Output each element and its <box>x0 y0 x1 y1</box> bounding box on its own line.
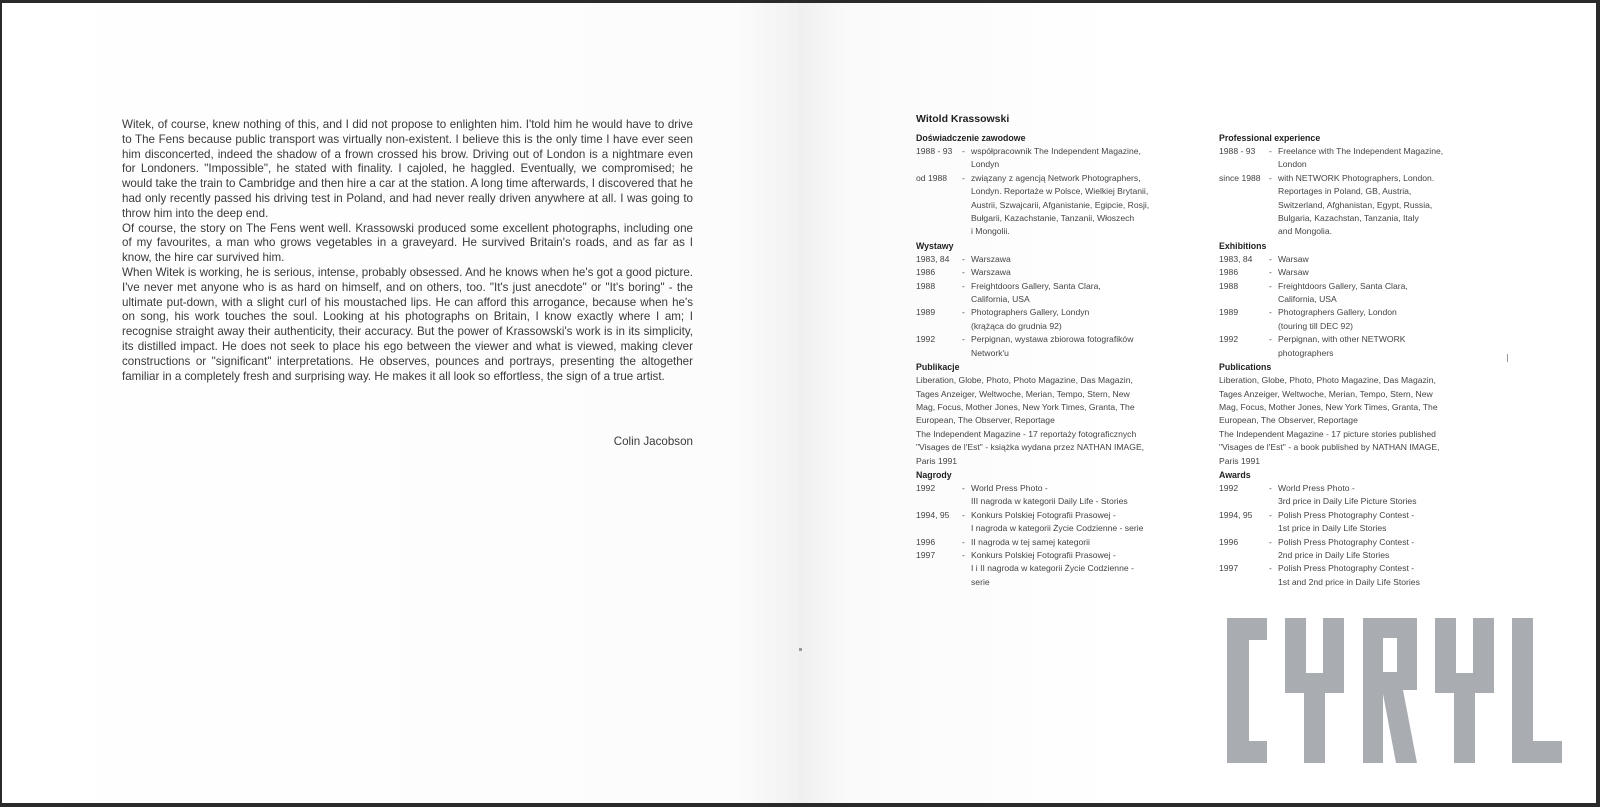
entry-year: 1988 <box>916 280 936 291</box>
entry-year: 1989 <box>916 307 936 318</box>
entry-text: Perpignan, with other NETWORK photographers <box>1278 334 1406 358</box>
entry-text: współpracownik The Independent Magazine, Londyn <box>971 146 1141 170</box>
entry-dash: - <box>962 253 965 264</box>
entry-year: 1996 <box>916 536 936 547</box>
entry-dash: - <box>962 172 965 183</box>
essay-paragraph: Witek, of course, knew nothing of this, and I did not propose to enlighten him. I'told him he would have to drive to The Fens because public transport was virtually non-existent. I believe this is the only time I have ever seen him disconcerted, indeed the shadow of a frown crossed his brow. Driving out of London is a nightmare even for Londoners. "Impossible", he stated with finality. I cajoled, he haggled. Eventually, we compromised; he would take the train to Cambridge and then hire a car at the station. A long time afterwards, I discovered that he had only recently passed his driving test in Poland, and had never really driven anywhere at all. I was going to throw him into the deep end. <box>122 118 693 220</box>
entry-dash: - <box>1269 146 1272 156</box>
list-item <box>916 536 1186 549</box>
entry-year: 1983, 84 <box>916 253 950 264</box>
list-item <box>1219 333 1484 360</box>
entry-year: 1992 <box>916 334 936 345</box>
entry-text: with NETWORK Photographers, London. Reportages in Poland, GB, Austria, Switzerland, Afghanistan, Egypt, Russia, Bulgaria, Kazachstan, Tanzania, Italy and Mongolia. <box>1278 172 1435 237</box>
list-item <box>1219 509 1484 536</box>
list-item <box>1219 253 1484 266</box>
list-item <box>1219 172 1484 239</box>
list-item <box>1219 536 1484 563</box>
list-item <box>916 145 1186 172</box>
entry-text: Warsaw <box>1278 267 1309 278</box>
list-item <box>916 549 1186 589</box>
section-title-exhibitions: Wystawy <box>916 240 954 251</box>
entry-year: 1996 <box>1219 536 1239 547</box>
section-title-awards: Nagrody <box>916 469 952 480</box>
entry-year: 1988 - 93 <box>916 146 953 156</box>
entry-dash: - <box>1269 509 1272 520</box>
list-item <box>916 172 1186 239</box>
list-item <box>1219 266 1484 279</box>
entry-text: Konkurs Polskiej Fotografii Prasowej - I nagroda w kategorii Życie Codzienne - serie <box>971 509 1144 534</box>
entry-year: 1986 <box>916 267 936 278</box>
entry-text: Warsaw <box>1278 253 1309 264</box>
entry-year: since 1988 <box>1219 172 1261 183</box>
entry-text: II nagroda w tej samej kategorii <box>971 536 1090 547</box>
entry-text: Photographers Gallery, Londyn (krążąca do grudnia 92) <box>971 307 1090 331</box>
entry-year: 1992 <box>1219 482 1239 493</box>
list-item <box>916 482 1186 509</box>
essay-paragraph: Of course, the story on The Fens went well. Krassowski produced some excellent photographs, including one of my favourites, a man who grows vegetables in a graveyard. He survived Britain's roads, and as far as I know, the hire car survived him. <box>122 221 693 265</box>
list-item <box>1219 145 1484 172</box>
entry-dash: - <box>1269 334 1272 345</box>
entry-text: Polish Press Photography Contest - 1st price in Daily Life Stories <box>1278 509 1415 534</box>
entry-year: 1988 <box>1219 280 1239 291</box>
entry-text: World Press Photo - 3rd price in Daily Life Picture Stories <box>1278 482 1417 507</box>
entry-dash: - <box>1269 253 1272 264</box>
entry-dash: - <box>1269 172 1272 183</box>
list-item <box>916 306 1186 333</box>
entry-dash: - <box>962 267 965 278</box>
entry-dash: - <box>1269 307 1272 318</box>
entry-text: Perpignan, wystawa zbiorowa fotografików Network'u <box>971 334 1134 358</box>
list-item <box>1219 482 1484 509</box>
entry-year: 1994, 95 <box>1219 509 1253 520</box>
essay-text <box>122 118 693 384</box>
author-signature: Colin Jacobson <box>613 435 693 448</box>
entry-year: 1986 <box>1219 267 1239 278</box>
entry-text: Freelance with The Independent Magazine, London <box>1278 146 1444 170</box>
essay-paragraph: When Witek is working, he is serious, intense, probably obsessed. And he knows when he's got a good picture. I've never met anyone who is as hard on himself, and on others, too. "It's just anecdote" or "It's boring" - the ultimate put-down, with a slight curl of his moustached lips. He can afford this arrogance, because when he's on song, his work touches the soul. Looking at his photographs on Britain, I know exactly where I am; I recognise straight away their authenticity, their accuracy. But the power of Krassowski's work is in its simplicity, its distilled impact. He does not seek to place his ego between the viewer and what is viewed, making clever constructions or "significant" interpretations. He observes, pounces and portrays, presenting the altogether familiar in a completely fresh and surprising way. He makes it all look so effortless, the sign of a true artist. <box>122 265 693 383</box>
section-title-publications: Publications <box>1219 362 1272 373</box>
bio-column-polish <box>916 113 1186 589</box>
list-item <box>916 253 1186 266</box>
entry-dash: - <box>1269 280 1272 291</box>
entry-text: Konkurs Polskiej Fotografii Prasowej - I i II nagroda w kategorii Życie Codzienne - serie <box>971 549 1134 587</box>
entry-year: 1992 <box>916 482 936 493</box>
entry-text: Photographers Gallery, London (touring till DEC 92) <box>1278 307 1397 331</box>
bio-column-english <box>1219 113 1484 589</box>
entry-dash: - <box>962 549 965 560</box>
publications-text: Liberation, Globe, Photo, Photo Magazine, Das Magazin, Tages Anzeiger, Weltwoche, Merian, Tempo, Stern, New Mag, Focus, Mother Jones, New York Times, Granta, The European, The Observer, Reportage The Independent Magazine - 17 reportaży fotograficznych "Visages de l'Est" - książka wydana przez NATHAN IMAGE, Paris 1991 <box>916 375 1145 466</box>
entry-dash: - <box>1269 482 1272 493</box>
list-item <box>916 333 1186 360</box>
left-page <box>2 3 799 803</box>
entry-year: 1994, 95 <box>916 509 950 520</box>
entry-text: związany z agencją Network Photographers, Londyn. Reportaże w Polsce, Wielkiej Brytanii, Austrii, Szwajcarii, Afganistanie, Egipcie, Rosji, Bułgarii, Kazachstanie, Tanzanii, Włoszech i Mongolii. <box>971 172 1150 237</box>
entry-dash: - <box>1269 267 1272 278</box>
entry-dash: - <box>962 482 965 493</box>
cyryl-watermark-logo <box>1227 618 1562 763</box>
entry-text: Polish Press Photography Contest - 1st and 2nd price in Daily Life Stories <box>1278 563 1420 587</box>
entry-text: Freightdoors Gallery, Santa Clara, California, USA <box>971 280 1101 305</box>
list-item <box>916 509 1186 536</box>
print-mark <box>1507 354 1508 362</box>
section-title-experience: Doświadczenie zawodowe <box>916 133 1026 143</box>
entry-text: Warszawa <box>971 267 1011 278</box>
entry-text: World Press Photo - III nagroda w kategorii Daily Life - Stories <box>971 482 1128 507</box>
entry-dash: - <box>962 146 965 156</box>
entry-dash: - <box>962 509 965 520</box>
list-item <box>1219 562 1484 589</box>
entry-year: 1989 <box>1219 307 1239 318</box>
list-item <box>916 266 1186 279</box>
entry-year: 1983, 84 <box>1219 253 1253 264</box>
artist-name: Witold Krassowski <box>916 113 1010 125</box>
entry-dash: - <box>962 334 965 345</box>
entry-text: Polish Press Photography Contest - 2nd price in Daily Life Stories <box>1278 536 1415 560</box>
entry-text: Freightdoors Gallery, Santa Clara, California, USA <box>1278 280 1408 305</box>
list-item <box>916 280 1186 307</box>
section-title-awards: Awards <box>1219 469 1251 480</box>
entry-dash: - <box>1269 563 1272 574</box>
section-title-experience: Professional experience <box>1219 133 1321 143</box>
entry-year: od 1988 <box>916 172 948 183</box>
list-item <box>1219 306 1484 333</box>
entry-year: 1997 <box>1219 563 1239 574</box>
entry-dash: - <box>962 307 965 318</box>
entry-year: 1988 - 93 <box>1219 146 1256 156</box>
list-item <box>1219 280 1484 307</box>
entry-year: 1997 <box>916 549 936 560</box>
publications-text: Liberation, Globe, Photo, Photo Magazine, Das Magazin, Tages Anzeiger, Weltwoche, Merian, Tempo, Stern, New Mag, Focus, Mother Jones, New York Times, Granta, The European, The Observer, Reportage The Independent Magazine - 17 picture stories published "Visages de l'Est" - a book published by NATHAN IMAGE, Paris 1991 <box>1219 375 1440 466</box>
entry-text: Warszawa <box>971 253 1011 264</box>
print-mark <box>799 648 802 651</box>
section-title-exhibitions: Exhibitions <box>1219 240 1267 251</box>
entry-dash: - <box>1269 536 1272 547</box>
entry-year: 1992 <box>1219 334 1239 345</box>
entry-dash: - <box>962 280 965 291</box>
section-title-publications: Publikacje <box>916 362 960 373</box>
entry-dash: - <box>962 536 965 547</box>
